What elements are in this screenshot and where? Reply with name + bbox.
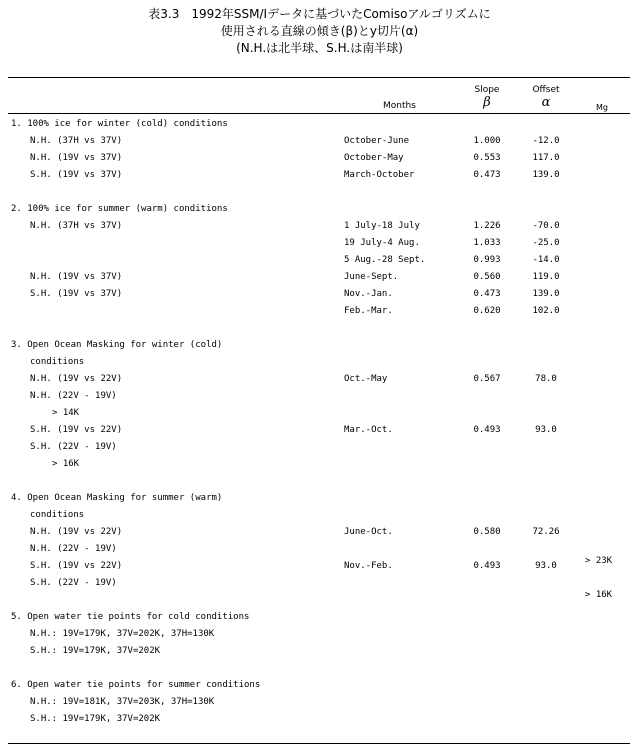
row-offset: 139.0	[532, 170, 560, 180]
row-offset: -25.0	[532, 238, 560, 248]
row-slope: 1.033	[473, 238, 501, 248]
section-heading: 5. Open water tie points for cold conditions	[11, 612, 250, 622]
top-rule	[8, 77, 630, 78]
section-heading: 1. 100% ice for winter (cold) conditions	[11, 119, 228, 129]
row-label: > 14K	[52, 408, 80, 418]
section-heading: 6. Open water tie points for summer conditions	[11, 680, 261, 690]
row-mg-threshold: > 16K	[585, 590, 613, 600]
row-label: S.H. (19V vs 37V)	[30, 289, 123, 299]
row-offset: 119.0	[532, 272, 560, 282]
section-heading: 3. Open Ocean Masking for winter (cold)	[11, 340, 223, 350]
row-months: 5 Aug.-28 Sept.	[344, 255, 426, 265]
row-months: June-Oct.	[344, 527, 393, 537]
row-offset: 139.0	[532, 289, 560, 299]
row-slope: 1.000	[473, 136, 501, 146]
row-label: N.H. (22V - 19V)	[30, 544, 117, 554]
row-label: N.H. (22V - 19V)	[30, 391, 117, 401]
row-label: S.H. (22V - 19V)	[30, 442, 117, 452]
row-offset: -14.0	[532, 255, 560, 265]
row-label: N.H. (19V vs 22V)	[30, 374, 123, 384]
row-months: October-June	[344, 136, 410, 146]
row-months: 19 July-4 Aug.	[344, 238, 420, 248]
row-months: June-Sept.	[344, 272, 399, 282]
row-label: N.H. (19V vs 22V)	[30, 527, 123, 537]
row-label: S.H.: 19V=179K, 37V=202K	[30, 646, 161, 656]
row-months: Feb.-Mar.	[344, 306, 393, 316]
table-title-line-1: 表3.3 1992年SSM/Iデータに基づいたComisoアルゴリズムに	[148, 7, 491, 21]
table-title-line-2: 使用される直線の傾き(β)とy切片(α)	[220, 24, 419, 38]
header-offset: Offset	[532, 85, 560, 95]
header-offset-symbol: α	[541, 95, 551, 110]
row-label: S.H. (22V - 19V)	[30, 578, 117, 588]
row-offset: 102.0	[532, 306, 560, 316]
row-months: Oct.-May	[344, 374, 388, 384]
row-slope: 1.226	[473, 221, 501, 231]
row-slope: 0.580	[473, 527, 501, 537]
row-label: N.H.: 19V=181K, 37V=203K, 37H=130K	[30, 697, 215, 707]
row-label: S.H. (19V vs 22V)	[30, 561, 123, 571]
section-heading: 4. Open Ocean Masking for summer (warm)	[11, 493, 223, 503]
header-slope: Slope	[474, 85, 500, 95]
row-offset: 78.0	[535, 374, 557, 384]
row-slope: 0.473	[473, 289, 501, 299]
row-label: N.H. (37H vs 37V)	[30, 221, 123, 231]
row-slope: 0.560	[473, 272, 501, 282]
row-slope: 0.473	[473, 170, 501, 180]
row-label: > 16K	[52, 459, 80, 469]
header-slope-symbol: β	[483, 95, 491, 110]
row-label: N.H. (19V vs 37V)	[30, 153, 123, 163]
row-label: N.H.: 19V=179K, 37V=202K, 37H=130K	[30, 629, 215, 639]
section-heading: conditions	[30, 510, 85, 520]
row-slope: 0.567	[473, 374, 501, 384]
row-mg-threshold: > 23K	[585, 556, 613, 566]
row-months: 1 July-18 July	[344, 221, 420, 231]
row-slope: 0.493	[473, 425, 501, 435]
row-months: Mar.-Oct.	[344, 425, 393, 435]
row-label: N.H. (37H vs 37V)	[30, 136, 123, 146]
row-slope: 0.993	[473, 255, 501, 265]
row-offset: 93.0	[535, 561, 557, 571]
row-slope: 0.553	[473, 153, 501, 163]
row-slope: 0.493	[473, 561, 501, 571]
table-title-line-3: (N.H.は北半球、S.H.は南半球)	[236, 41, 403, 55]
row-label: S.H. (19V vs 37V)	[30, 170, 123, 180]
row-months: March-October	[344, 170, 415, 180]
header-mg: Mg	[596, 103, 608, 112]
row-months: Nov.-Jan.	[344, 289, 393, 299]
row-offset: 93.0	[535, 425, 557, 435]
section-heading: conditions	[30, 357, 85, 367]
row-label: S.H.: 19V=179K, 37V=202K	[30, 714, 161, 724]
section-heading: 2. 100% ice for summer (warm) conditions	[11, 204, 228, 214]
row-label: N.H. (19V vs 37V)	[30, 272, 123, 282]
row-offset: -12.0	[532, 136, 560, 146]
row-slope: 0.620	[473, 306, 501, 316]
bottom-rule	[8, 743, 630, 744]
header-months: Months	[383, 101, 416, 111]
row-months: October-May	[344, 153, 404, 163]
row-label: S.H. (19V vs 22V)	[30, 425, 123, 435]
row-offset: -70.0	[532, 221, 560, 231]
row-offset: 117.0	[532, 153, 560, 163]
header-rule	[8, 113, 630, 114]
row-offset: 72.26	[532, 527, 560, 537]
row-months: Nov.-Feb.	[344, 561, 393, 571]
